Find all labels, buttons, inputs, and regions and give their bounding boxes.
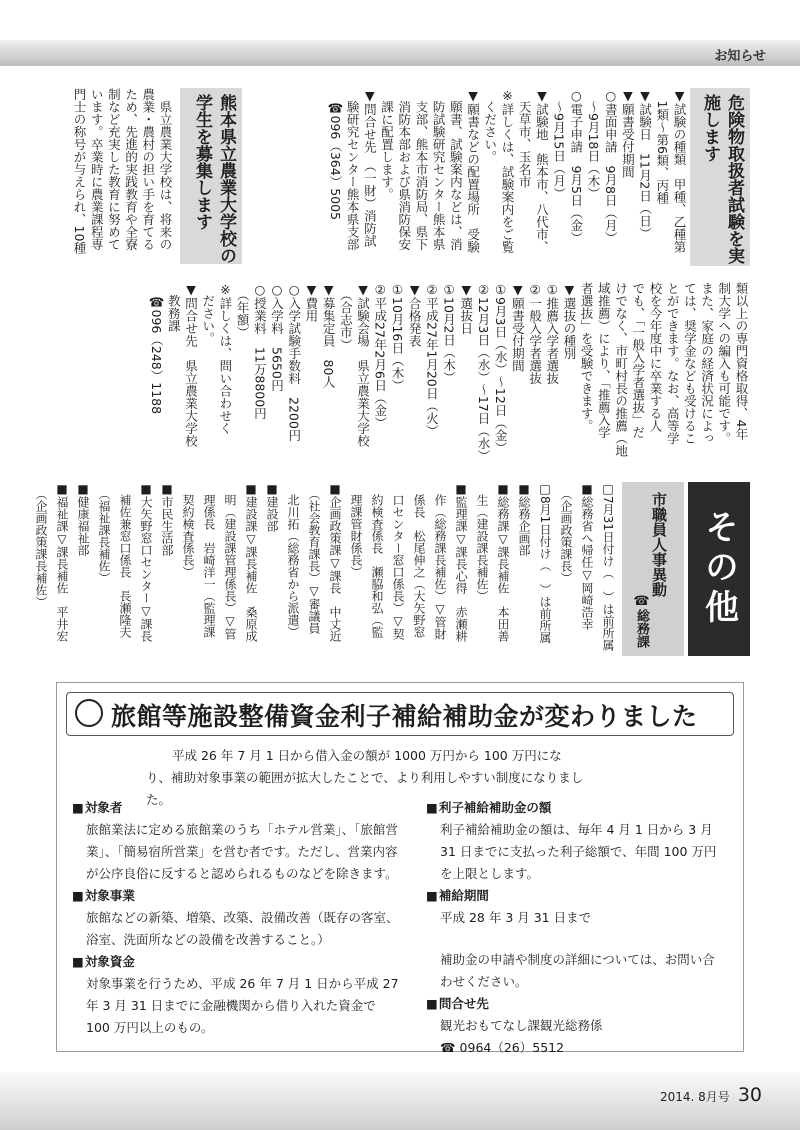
- section-label: お知らせ: [714, 49, 766, 64]
- circle-bullet-icon: [75, 699, 103, 727]
- section-text: 対象事業を行うため、平成 26 年 7 月 1 日から平成 27 年 3 月 31 日までに金融機関から借り入れた資金で 100 万円以上のもの。: [86, 976, 399, 1035]
- section-heading: ■ 対象資金: [72, 951, 402, 973]
- issue-label: 2014. 8月号: [660, 1090, 730, 1104]
- sonota-heading: その他: [688, 482, 750, 656]
- jinji-contact: ☎総務課: [634, 594, 649, 648]
- section-text: 旅館業法に定める旅館業のうち「ホテル営業」、「旅館営業」、「簡易宿所営業」を営む者です。ただし、営業内容が公序良俗に反すると認められるものなどを除きます。: [86, 822, 398, 881]
- page-number: 30: [737, 1084, 762, 1106]
- section-heading: ■ 対象者: [72, 797, 402, 819]
- section-text: 観光おもてなし課観光総務係 ☎ 0964（26）5512: [440, 1018, 603, 1055]
- section-text: 補助金の申請や制度の詳細については、お問い合わせください。: [440, 952, 715, 989]
- nogyo-title: 熊本県立農業大学校の 学生を募集します: [180, 88, 242, 264]
- ryokan-title-bar: [66, 692, 734, 736]
- section-heading: ■ 対象事業: [72, 885, 402, 907]
- nogyo-body: 県立農業大学校は、将来の 農業・農村の担い手を育てる ため、先進的実践教育や全寮 制など充実した教育に努めて います。卒業時に農業課程専 門士の称号が与えられ、10種: [71, 88, 173, 254]
- section-heading: ■ 問合せ先: [426, 993, 726, 1015]
- kiken-body: ▼試験の種類 甲種、乙種第 1類～第6類、丙種 ▼試験日 11月2日（日） ▼願書受付期間 ○書面申請 9月8日（月） ～9月18日（木） ○電子申請 9月5日（金） ～9月15日（月） ▼試験地 熊本市、八代市、 天草市、玉名市 ※詳しくは、試験案内をご覧 ください。 ▼願書などの配置場所 受験 願書、試験案内などは、消 防試験研究センター熊本県 支部、熊本市消防局、県下 消防本部および県消防保安 課に配置します。 ▼問合せ先 （一財）消防試 験研究センター熊本県支部 ☎096（364）5005: [327, 88, 687, 253]
- jinji-title: 市職員人事異動: [650, 492, 668, 597]
- ryokan-intro: 平成 26 年 7 月 1 日から借入金の額が 1000 万円から 100 万円になり、補助対象事業の範囲が拡大したことで、より利用しやすい制度になりました。: [146, 748, 584, 807]
- jinji-body: □7月31日付け（ ）は前所属 ■総務省へ帰任▽岡崎浩幸 （企画政策課長） □8月1日付け（ ）は前所属 ■総務企画部 ■総務課▽課長補佐 本田善 生（建設課長補佐） ■監理課▽課長心得 赤瀬耕 作（総務課長補佐）▽管財 係長 松尾伸之（大矢野窓 口センター窓口係長）▽契 約検査係長 瀬脇和弘（監 理課管財係長） ■企画政策課▽課長 中丈近 （社会教育課長）▽審議員 北川拓（総務省から派遣） ■建設部 ■建設課▽課長補佐 桑原成 明（建設課管理係長）▽管 理係長 岩崎洋一（監理課 契約検査係長） ■市民生活部 ■大矢野窓口センター▽課長 補佐兼窓口係長 長瀬隆夫 （福祉課長補佐） ■健康福祉部 ■福祉課▽課長補佐 平井宏 （企画政策課長補佐）: [34, 482, 615, 651]
- section-heading: ■ 補給期間: [426, 885, 726, 907]
- section-header-bar: [0, 40, 800, 66]
- kiken-title: 危険物取扱者試験を実 施します: [690, 88, 750, 266]
- ryokan-title: 旅館等施設整備資金利子補給補助金が変わりました: [111, 702, 698, 731]
- ryokan-right-column: [426, 797, 726, 1059]
- ryokan-left-column: [72, 797, 402, 1039]
- section-heading: ■ 利子補給補助金の額: [426, 797, 726, 819]
- page-footer: [660, 1084, 762, 1106]
- section-text: 利子補給補助金の額は、毎年 4 月 1 日から 3 月 31 日までに支払った利子総額で、年間 100 万円を上限とします。: [440, 822, 717, 881]
- jinji-heading-box: [622, 482, 684, 656]
- nogyo-body-continued: 類以上の専門資格取得、4年 制大学への編入も可能です。 また、家庭の経済状況によっ ては、奨学金なども受けるこ とができます。なお、高等学 校を今年度中に卒業する人 でも、「一般入学者選抜」だ けでなく、市町村長の推薦（地 域推薦）により、「推薦入学 者選抜」を受験できます。 ▼選抜の種別 ①推薦入学者選抜 ②一般入学者選抜 ▼願書受付期間 ①9月3日（水）～12日（金） ②12月3日（水）～17日（水） ▼選抜日 ①10月2日（木） ②平成27年1月20日（火） ▼合格発表 ①10月16日（木） ②平成27年2月6日（金） ▼試験会場 県立農業大学校 （合志市） ▼募集定員 80人 ▼費用 ○入学試験手数料 2200円 ○入学料 5650円 ○授業料 11万8800円 （年額） ※詳しくは、問い合わせく ださい。 ▼問合せ先 県立農業大学校 教務課 ☎096（248）1188: [149, 282, 749, 462]
- section-text: 平成 28 年 3 月 31 日まで: [440, 910, 592, 925]
- section-text: 旅館などの新築、増築、改築、設備改善（既存の客室、浴室、洗面所などの設備を改善すること。）: [86, 910, 399, 947]
